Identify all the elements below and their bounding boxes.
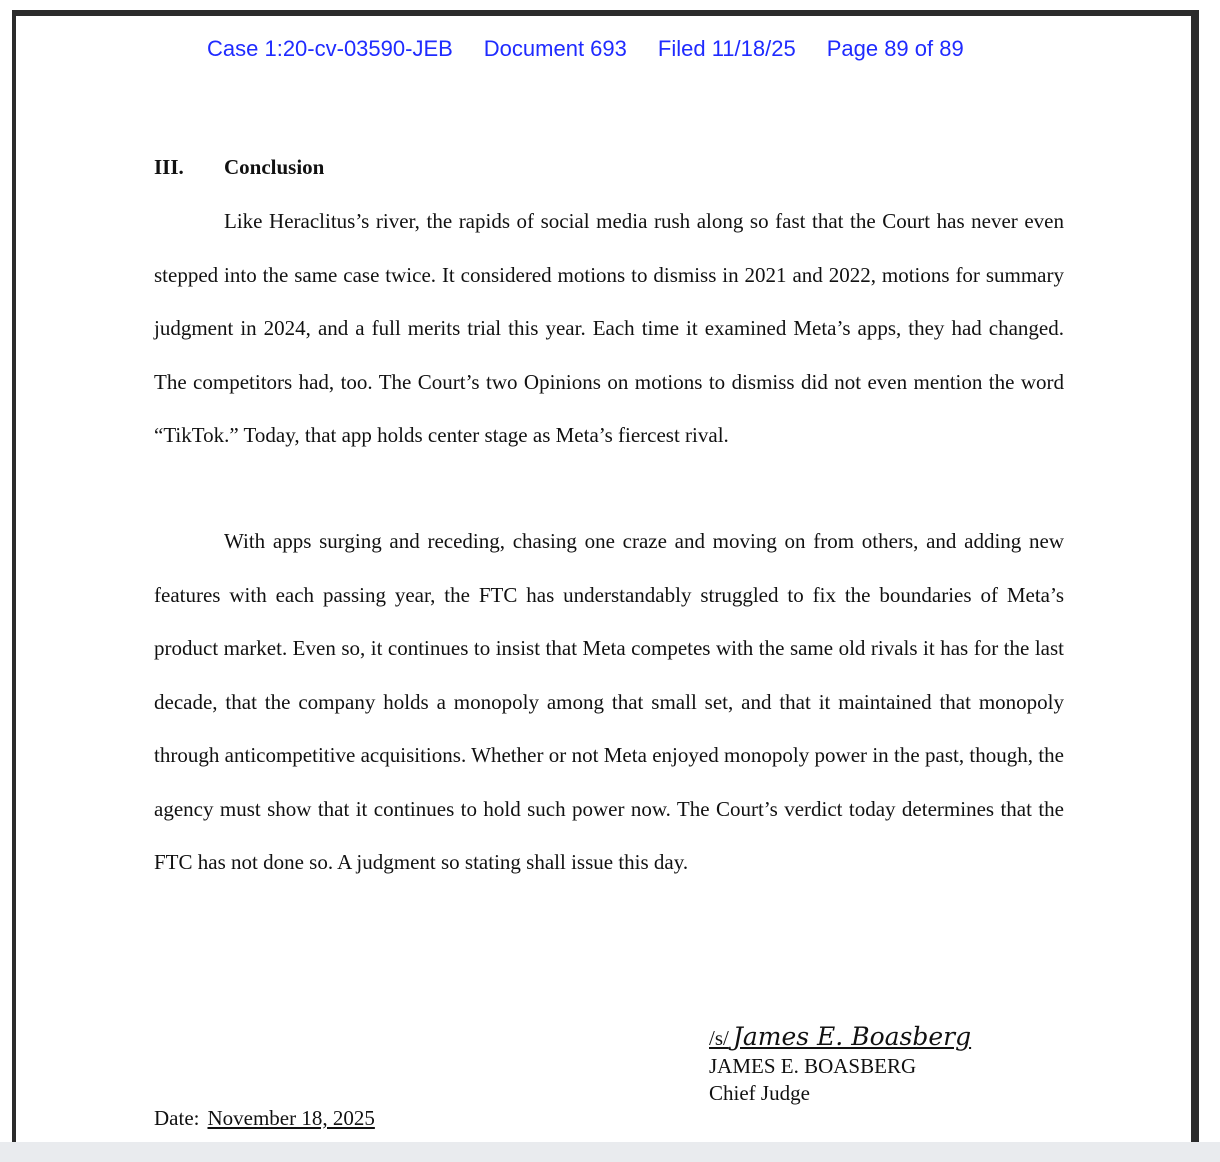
page-number: Page 89 of 89 bbox=[826, 36, 964, 61]
signature-line bbox=[709, 1022, 971, 1053]
case-number: Case 1:20-cv-03590-JEB bbox=[207, 36, 453, 61]
handwritten-signature: James E. Boasberg bbox=[732, 1022, 972, 1051]
date-label: Date: bbox=[154, 1106, 200, 1130]
paragraph: With apps surging and receding, chasing one craze and moving on from others, and adding new features with each passing year, the FTC has understandably struggled to fix the boundaries of Meta’s product market. Even so, it continues to insist that Meta competes with the same old rivals it has for the last decade, that the company holds a monopoly among that small set, and that it maintained that monopoly through anticompetitive acquisitions. Whether or not Meta enjoyed monopoly power in the past, though, the agency must show that it continues to hold such power now. The Court’s verdict today determines that the FTC has not done so. A judgment so stating shall issue this day. bbox=[154, 529, 1064, 874]
section-title: Conclusion bbox=[224, 155, 325, 179]
judge-title: Chief Judge bbox=[709, 1081, 810, 1105]
section-number: III. bbox=[154, 155, 184, 179]
judge-name: JAMES E. BOASBERG bbox=[709, 1054, 917, 1078]
paragraph: Like Heraclitus’s river, the rapids of social media rush along so fast that the Court has never even stepped into the same case twice. It considered motions to dismiss in 2021 and 2022, motions for summary judgment in 2024, and a full merits trial this year. Each time it examined Meta’s apps, they had changed. The competitors had, too. The Court’s two Opinions on motions to dismiss did not even mention the word “TikTok.” Today, that app holds center stage as Meta’s fiercest rival. bbox=[154, 209, 1064, 447]
date-value: November 18, 2025 bbox=[207, 1106, 375, 1130]
signature-block bbox=[709, 1022, 971, 1107]
document-number: Document 693 bbox=[483, 36, 627, 61]
date-line bbox=[154, 1106, 375, 1131]
section-heading bbox=[154, 155, 324, 180]
filed-date: Filed 11/18/25 bbox=[657, 36, 796, 61]
signature-prefix: /s/ bbox=[709, 1026, 729, 1050]
page-header bbox=[207, 36, 964, 62]
viewer-bottom-strip bbox=[0, 1142, 1220, 1162]
